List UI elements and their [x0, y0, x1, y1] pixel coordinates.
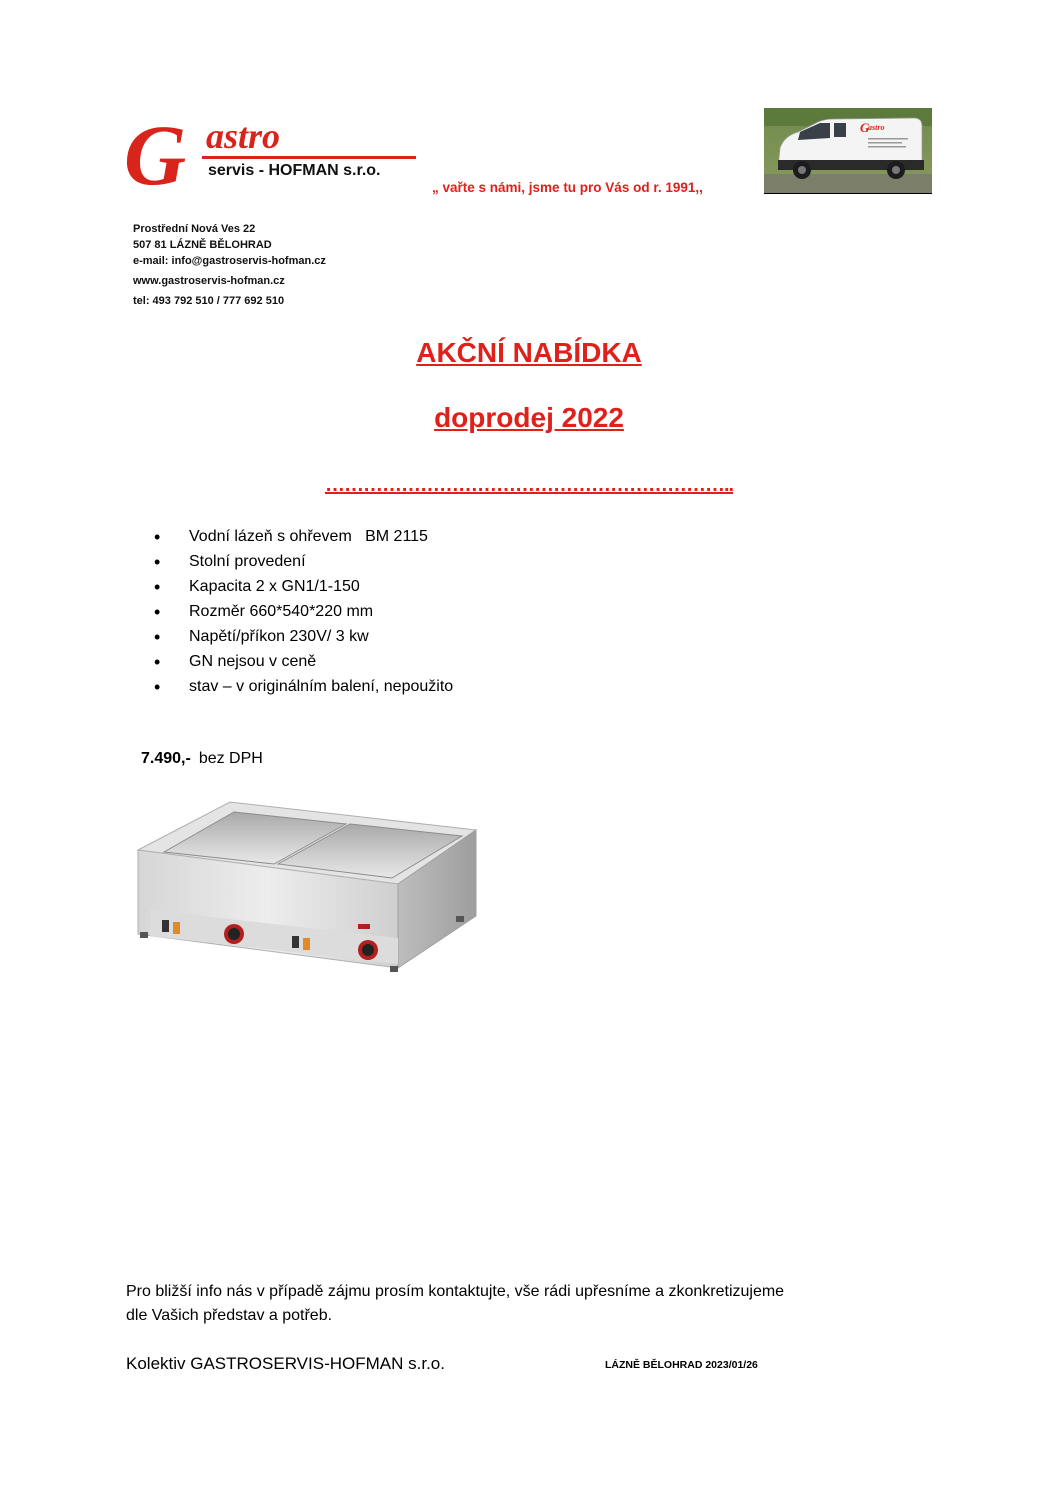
list-item: • stav – v originálním balení, nepoužito	[154, 676, 453, 701]
contact-paragraph	[126, 1280, 784, 1328]
address-street: Prostřední Nová Ves 22	[133, 223, 256, 235]
signature: Kolektiv GASTROSERVIS-HOFMAN s.r.o.	[126, 1354, 445, 1373]
logo-letter-g: G	[124, 107, 187, 203]
date-place: LÁZNĚ BĚLOHRAD 2023/01/26	[605, 1359, 758, 1371]
company-logo	[124, 107, 424, 203]
contact-line-1: Pro bližší info nás v případě zájmu prosím kontaktujte, vše rádi upřesníme a zkonkretizujeme	[126, 1283, 785, 1300]
header-rule	[764, 193, 932, 194]
price-value: 7.490,-	[141, 750, 191, 767]
company-address	[133, 221, 326, 309]
list-item: • Kapacita 2 x GN1/1-150	[154, 576, 453, 601]
van-logo-text: astro	[868, 123, 885, 132]
logo-underline	[202, 156, 416, 159]
dotted-separator: ………………………………………………………..	[324, 474, 734, 496]
svg-text:G: G	[860, 120, 870, 135]
product-photo	[136, 798, 478, 976]
offer-subtitle: doprodej 2022	[434, 402, 624, 433]
van-photo	[764, 108, 932, 194]
van-illustration	[764, 108, 932, 194]
list-item: • Napětí/příkon 230V/ 3 kw	[154, 626, 453, 651]
list-item: • Rozměr 660*540*220 mm	[154, 601, 453, 626]
price-note: bez DPH	[198, 750, 263, 767]
address-email[interactable]: e-mail: info@gastroservis-hofman.cz	[133, 255, 326, 267]
contact-line-2: dle Vašich představ a potřeb.	[126, 1307, 333, 1324]
address-phone: tel: 493 792 510 / 777 692 510	[133, 295, 285, 307]
offer-title: AKČNÍ NABÍDKA	[416, 337, 642, 368]
list-item: • GN nejsou v ceně	[154, 651, 453, 676]
price-line	[141, 750, 263, 768]
address-city: 507 81 LÁZNĚ BĚLOHRAD	[133, 239, 272, 251]
logo-astro-text: astro	[206, 116, 281, 156]
slogan: „ vařte s námi, jsme tu pro Vás od r. 1991,,	[432, 180, 703, 195]
address-web[interactable]: www.gastroservis-hofman.cz	[133, 275, 285, 287]
list-item: • Vodní lázeň s ohřevem BM 2115	[154, 526, 453, 551]
bain-marie-illustration	[136, 798, 478, 976]
list-item: • Stolní provedení	[154, 551, 453, 576]
feature-list	[154, 526, 453, 701]
logo-subtitle: servis - HOFMAN s.r.o.	[208, 162, 381, 179]
